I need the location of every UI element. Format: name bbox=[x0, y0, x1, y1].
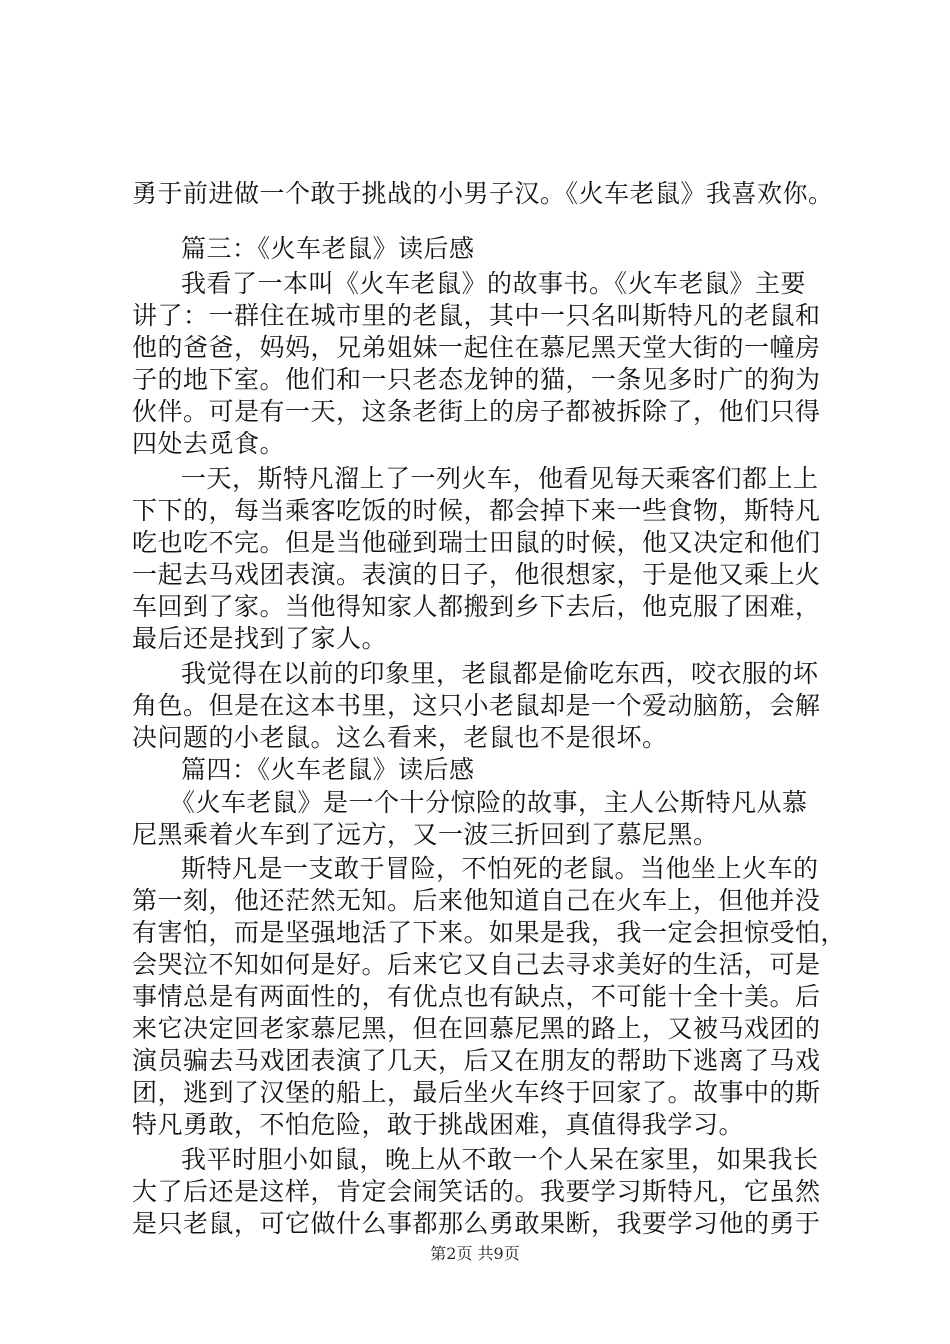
text-line: 勇于前进做一个敢于挑战的小男子汉。《火车老鼠》我喜欢你。 bbox=[132, 179, 834, 208]
text-line: 我平时胆小如鼠，晚上从不敢一个人呆在家里，如果我长 bbox=[181, 1145, 819, 1174]
text-line: 会哭泣不知如何是好。后来它又自己去寻求美好的生活，可是 bbox=[132, 950, 821, 979]
text-line: 讲了：一群住在城市里的老鼠，其中一只名叫斯特凡的老鼠和 bbox=[132, 301, 821, 330]
text-line: 决问题的小老鼠。这么看来，老鼠也不是很坏。 bbox=[132, 723, 668, 752]
text-line: 吃也吃不完。但是当他碰到瑞士田鼠的时候，他又决定和他们 bbox=[132, 528, 821, 557]
text-line: 有害怕，而是坚强地活了下来。如果是我，我一定会担惊受怕， bbox=[132, 918, 847, 947]
text-line: 事情总是有两面性的，有优点也有缺点，不可能十全十美。后 bbox=[132, 982, 821, 1011]
text-line: 最后还是找到了家人。 bbox=[132, 624, 388, 653]
text-line: 他的爸爸，妈妈，兄弟姐妹一起住在慕尼黑天堂大街的一幢房 bbox=[132, 333, 821, 362]
section-heading: 篇四：《火车老鼠》读后感 bbox=[181, 755, 475, 784]
text-line: 车回到了家。当他得知家人都搬到乡下去后，他克服了困难， bbox=[132, 592, 821, 621]
text-line: 我觉得在以前的印象里，老鼠都是偷吃东西，咬衣服的坏 bbox=[181, 659, 819, 688]
text-line: 团，逃到了汉堡的船上，最后坐火车终于回家了。故事中的斯 bbox=[132, 1078, 821, 1107]
text-line: 尼黑乘着火车到了远方，又一波三折回到了慕尼黑。 bbox=[132, 820, 719, 849]
text-line: 第一刻，他还茫然无知。后来他知道自己在火车上，但他并没 bbox=[132, 886, 821, 915]
text-line: 伙伴。可是有一天，这条老街上的房子都被拆除了，他们只得 bbox=[132, 397, 821, 426]
page-number-footer: 第2页 共9页 bbox=[430, 1244, 520, 1263]
text-line: 特凡勇敢，不怕危险，敢于挑战困难，真值得我学习。 bbox=[132, 1110, 745, 1139]
text-line: 来它决定回老家慕尼黑，但在回慕尼黑的路上，又被马戏团的 bbox=[132, 1014, 821, 1043]
text-line: 角色。但是在这本书里，这只小老鼠却是一个爱动脑筋，会解 bbox=[132, 691, 821, 720]
text-line: 一起去马戏团表演。表演的日子，他很想家，于是他又乘上火 bbox=[132, 560, 821, 589]
text-line: 大了后还是这样，肯定会闹笑话的。我要学习斯特凡，它虽然 bbox=[132, 1177, 821, 1206]
text-line: 子的地下室。他们和一只老态龙钟的猫，一条见多时广的狗为 bbox=[132, 365, 821, 394]
text-line: 一天，斯特凡溜上了一列火车，他看见每天乘客们都上上 bbox=[181, 464, 819, 493]
text-line: 是只老鼠，可它做什么事都那么勇敢果断，我要学习他的勇于 bbox=[132, 1209, 821, 1238]
text-line: 我看了一本叫《火车老鼠》的故事书。《火车老鼠》主要 bbox=[181, 269, 807, 298]
text-line: 四处去觅食。 bbox=[132, 429, 286, 458]
text-line: 下下的，每当乘客吃饭的时候，都会掉下来一些食物，斯特凡 bbox=[132, 496, 821, 525]
text-line: 斯特凡是一支敢于冒险，不怕死的老鼠。当他坐上火车的 bbox=[181, 854, 819, 883]
text-line: 演员骗去马戏团表演了几天，后又在朋友的帮助下逃离了马戏 bbox=[132, 1046, 821, 1075]
section-heading: 篇三：《火车老鼠》读后感 bbox=[181, 234, 475, 263]
text-line: 《火车老鼠》是一个十分惊险的故事，主人公斯特凡从慕 bbox=[170, 788, 808, 817]
